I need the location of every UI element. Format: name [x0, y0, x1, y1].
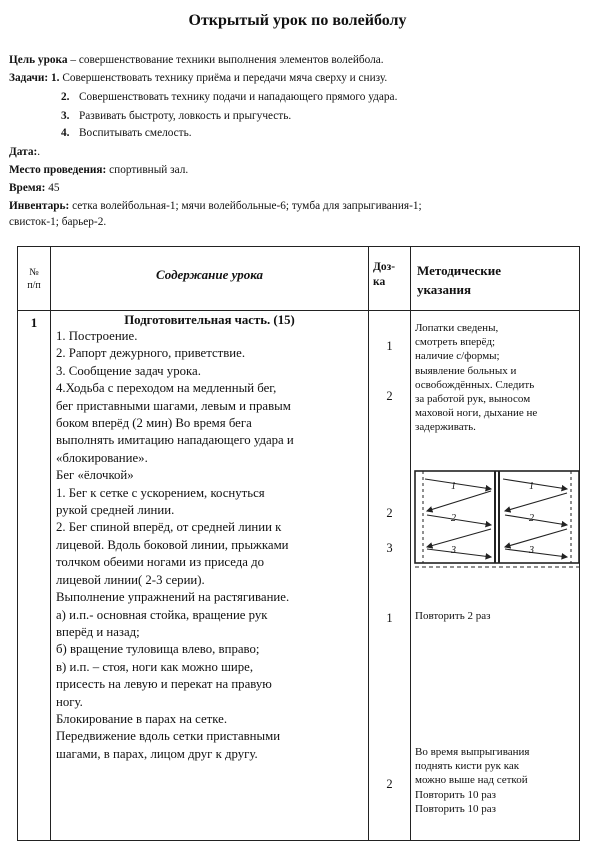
lesson-table: [17, 246, 580, 841]
text-line: Передвижение вдоль сетки приставными: [56, 729, 281, 744]
page-title: Открытый урок по волейболу: [188, 12, 407, 29]
task-4: [61, 126, 192, 140]
text-line: наличие с/формы;: [415, 350, 500, 363]
tasks-label: Задачи:: [9, 72, 49, 84]
col-header-content: Содержание урока: [51, 247, 369, 311]
method-notes-warmup: [415, 321, 537, 435]
col-header-method: [411, 247, 580, 311]
text-line: рукой средней линии.: [56, 503, 175, 518]
content-cell: [51, 311, 369, 841]
dose-value: 2: [386, 389, 393, 403]
text-line: ногу.: [56, 694, 83, 709]
text-line: Повторить 10 раз: [415, 788, 496, 801]
time-line: [9, 181, 60, 195]
diagram-label: 3: [529, 545, 534, 556]
task-3: [61, 109, 291, 123]
task-1-text: Совершенствовать технику приёма и передачи мяча сверху и снизу.: [62, 72, 388, 84]
text-line: 2. Рапорт дежурного, приветствие.: [56, 346, 246, 361]
row-number: 1: [18, 311, 51, 841]
method-repeat-note: Повторить 2 раз: [415, 610, 491, 622]
arrow-path: [427, 529, 491, 547]
task-4-text: Воспитывать смелость.: [79, 127, 192, 139]
arrow-path: [505, 493, 567, 511]
text-line: Выполнение упражнений на растягивание.: [56, 590, 290, 605]
text-line: поднять кисти рук как: [415, 760, 520, 773]
text-line: Бег «ёлочкой»: [56, 468, 134, 483]
text-line: 3. Сообщение задач урока.: [56, 363, 201, 378]
place-value: спортивный зал.: [106, 164, 189, 176]
arrow-path: [505, 549, 567, 557]
text-line: боком вперёд (2 мин) Во время бега: [56, 416, 252, 431]
text-line: б) вращение туловища влево, вправо;: [56, 642, 260, 657]
arrow-path: [503, 479, 567, 489]
diagram-label: 2: [451, 513, 456, 524]
running-scheme-diagram: [413, 467, 581, 575]
text-line: Во время выпрыгивания: [415, 746, 530, 758]
right-zigzag-arrows: [503, 479, 567, 557]
dose-cell: [369, 311, 411, 841]
text-line: Лопатки сведены,: [415, 322, 499, 334]
goal-line: [9, 53, 384, 67]
arrow-path: [425, 479, 491, 489]
text-line: бег приставными шагами, левым и правым: [56, 398, 291, 413]
place-label: Место проведения:: [9, 164, 107, 176]
section-title: Подготовительная часть. (15): [124, 313, 295, 327]
task-3-text: Развивать быстроту, ловкость и прыгучесть.: [79, 110, 292, 122]
date-value: .: [37, 146, 41, 158]
left-zigzag-arrows: [425, 479, 491, 557]
inventory-label: Инвентарь:: [9, 200, 70, 212]
date-label: Дата:: [9, 146, 38, 158]
text-line: Блокирование в парах на сетке.: [56, 711, 228, 726]
text-line: лицевой. Вдоль боковой линии, прыжками: [56, 537, 289, 552]
diagram-label: 3: [451, 545, 456, 556]
task-1-num: 1.: [51, 72, 60, 84]
text-line: в) и.п. – стоя, ноги как можно шире,: [56, 659, 254, 674]
col-header-dose: [369, 247, 411, 311]
inventory-line-2: свисток-1; барьер-2.: [9, 216, 107, 228]
text-line: можно выше над сеткой: [415, 774, 528, 787]
text-line: шагами, в парах, лицом друг к другу.: [56, 746, 258, 761]
dose-value: 1: [386, 339, 393, 353]
text-line: 2. Бег спиной вперёд, от средней линии к: [56, 520, 282, 535]
method-notes-block: [415, 745, 529, 816]
text-line: а) и.п.- основная стойка, вращение рук: [56, 607, 268, 622]
date-line: [9, 145, 40, 159]
text-line: задерживать.: [415, 421, 476, 434]
text-line: выполнять имитацию нападающего удара и: [56, 433, 294, 448]
text-line: смотреть вперёд;: [415, 336, 496, 349]
col-num-line-1: №: [29, 267, 39, 278]
content-lines: [51, 328, 368, 763]
task-4-num: 4.: [61, 127, 70, 139]
arrow-path: [427, 515, 491, 525]
task-2-num: 2.: [61, 91, 70, 103]
text-line: Повторить 10 раз: [415, 802, 496, 815]
text-line: присесть на левую и перекат на правую: [56, 677, 272, 692]
text-line: 4.Ходьба с переходом на медленный бег,: [56, 381, 277, 396]
diagram-label: 1: [529, 481, 534, 492]
col-method-line-2: указания: [417, 282, 472, 297]
col-header-number: [18, 247, 51, 311]
text-line: освобождённых. Следить: [415, 378, 535, 391]
text-line: 1. Бег к сетке с ускорением, коснуться: [56, 485, 265, 500]
col-dose-line-2: ка: [373, 276, 386, 288]
goal-text: – совершенствование техники выполнения элементов волейбола.: [67, 54, 384, 66]
table-row: [18, 311, 580, 841]
col-method-line-1: Методические: [417, 263, 502, 278]
col-dose-line-1: Доз-: [373, 261, 396, 273]
text-line: выявление больных и: [415, 364, 517, 377]
dose-value: 3: [386, 541, 393, 555]
task-3-num: 3.: [61, 110, 70, 122]
goal-label: Цель урока: [9, 54, 68, 66]
arrow-path: [427, 549, 491, 557]
col-num-line-2: п/п: [27, 280, 41, 291]
arrow-path: [505, 515, 567, 525]
text-line: вперёд и назад;: [56, 624, 140, 639]
tasks-line: [9, 71, 387, 85]
task-2-text: Совершенствовать технику подачи и нападающего прямого удара.: [79, 91, 398, 103]
text-line: за работой рук, выносом: [415, 393, 531, 406]
dose-value: 2: [386, 777, 393, 791]
dose-value: 1: [386, 611, 393, 625]
method-cell: [411, 311, 580, 841]
dose-value: 2: [386, 506, 393, 520]
inventory-text-1: сетка волейбольная-1; мячи волейбольные-6; тумба для запрыгивания-1;: [69, 200, 422, 212]
text-line: лицевой линии( 2-3 серии).: [56, 572, 205, 587]
text-line: 1. Построение.: [56, 329, 138, 343]
time-label: Время:: [9, 182, 46, 194]
diagram-label: 2: [529, 513, 534, 524]
diagram-label: 1: [451, 481, 456, 492]
inventory-line-1: [9, 199, 422, 213]
table-header-row: [18, 247, 580, 311]
arrow-path: [427, 491, 491, 511]
arrow-path: [505, 529, 567, 547]
text-line: маховой ноги, дыхание не: [415, 407, 538, 420]
time-value: 45: [45, 182, 60, 194]
task-2: [61, 90, 397, 104]
text-line: толчком обеими ногами из приседа до: [56, 555, 265, 570]
place-line: [9, 163, 188, 177]
text-line: «блокирование».: [56, 450, 148, 465]
